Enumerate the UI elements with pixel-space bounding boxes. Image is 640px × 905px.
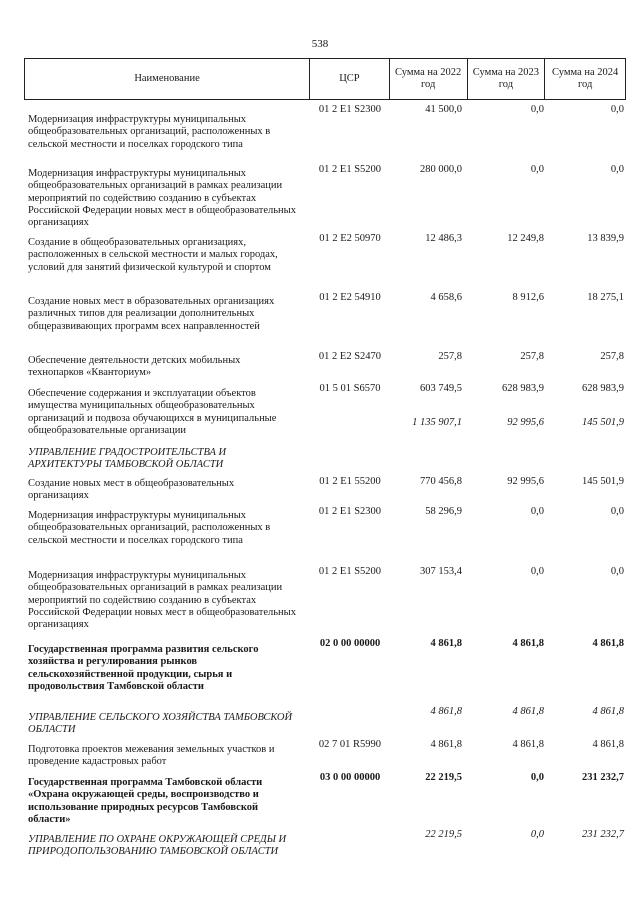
row-name: Государственная программа Тамбовской области «Охрана окружающей среды, воспроизводство и использование природных ресурсов Тамбовской области»: [28, 777, 263, 825]
row-csr: 01 2 E1 S2300: [318, 506, 382, 517]
row-csr: 01 2 E1 S5200: [318, 164, 382, 175]
row-name: Создание новых мест в образовательных организациях различных типов для реализации дополнительных общеразвивающих программ всех направленностей: [28, 296, 275, 332]
row-value-2024: 4 861,8: [592, 739, 624, 750]
row-value-2024: 0,0: [610, 164, 624, 175]
row-value-2022: 603 749,5: [420, 383, 462, 394]
row-value-2023: 257,8: [520, 351, 544, 362]
row-value-2022: 4 861,8: [430, 706, 462, 717]
header-2023: Сумма на 2023 год: [468, 59, 546, 99]
row-csr: 01 5 01 S6570: [319, 383, 381, 394]
header-csr: ЦСР: [310, 59, 390, 99]
row-value-2023: 0,0: [530, 772, 544, 783]
row-value-2023: 92 995,6: [507, 417, 544, 428]
row-name: Создание новых мест в общеобразовательных организациях: [28, 478, 235, 502]
row-csr: 02 0 00 00000: [319, 638, 381, 649]
row-csr: 01 2 E2 50970: [319, 233, 381, 244]
row-value-2024: 628 983,9: [582, 383, 624, 394]
row-value-2022: 41 500,0: [425, 104, 462, 115]
header-name: Наименование: [25, 59, 310, 99]
row-value-2024: 0,0: [610, 104, 624, 115]
row-csr: 01 2 E2 S2470: [318, 351, 382, 362]
row-value-2023: 12 249,8: [507, 233, 544, 244]
header-2024: Сумма на 2024 год: [552, 67, 619, 90]
row-value-2024: 145 501,9: [582, 417, 624, 428]
row-csr: 02 7 01 R5990: [318, 739, 382, 750]
row-value-2024: 18 275,1: [587, 292, 624, 303]
row-value-2023: 4 861,8: [512, 706, 544, 717]
row-value-2024: 231 232,7: [582, 829, 624, 840]
row-name: Модернизация инфраструктуры муниципальных общеобразовательных организаций, расположенных в сельской местности и поселках городского типа: [28, 510, 271, 546]
row-value-2024: 231 232,7: [582, 772, 624, 783]
row-value-2023: 0,0: [530, 506, 544, 517]
row-csr: 01 2 E1 S5200: [318, 566, 382, 577]
row-value-2022: 4 861,8: [430, 638, 462, 649]
row-value-2023: 0,0: [530, 566, 544, 577]
row-name: УПРАВЛЕНИЕ ПО ОХРАНЕ ОКРУЖАЮЩЕЙ СРЕДЫ И ПРИРОДОПОЛЬЗОВАНИЮ ТАМБОВСКОЙ ОБЛАСТИ: [28, 834, 287, 858]
row-csr: 01 2 E1 55200: [319, 476, 381, 487]
row-value-2022: 22 219,5: [425, 772, 462, 783]
row-value-2024: 13 839,9: [587, 233, 624, 244]
row-value-2023: 0,0: [530, 164, 544, 175]
header-2022: Сумма на 2022 год: [390, 59, 468, 99]
row-value-2023: 92 995,6: [507, 476, 544, 487]
row-name: Модернизация инфраструктуры муниципальных общеобразовательных организаций, расположенных в сельской местности и поселках городского типа: [28, 114, 271, 150]
row-csr: 03 0 00 00000: [319, 772, 381, 783]
row-value-2023: 4 861,8: [512, 638, 544, 649]
row-value-2022: 58 296,9: [425, 506, 462, 517]
row-name: Государственная программа развития сельского хозяйства и регулирования рынков сельскохозяйственной продукции, сырья и продовольствия Тамбовской области: [28, 644, 259, 692]
row-name: УПРАВЛЕНИЕ СЕЛЬСКОГО ХОЗЯЙСТВА ТАМБОВСКОЙ ОБЛАСТИ: [28, 712, 293, 736]
row-csr: 01 2 E2 54910: [319, 292, 381, 303]
row-value-2024: 4 861,8: [592, 638, 624, 649]
row-value-2022: 307 153,4: [420, 566, 462, 577]
row-value-2022: 4 861,8: [430, 739, 462, 750]
row-value-2023: 0,0: [530, 829, 544, 840]
row-value-2024: 145 501,9: [582, 476, 624, 487]
row-name: Обеспечение содержания и эксплуатации объектов имущества муниципальных общеобразовательных организаций и подвоза обучающихся в муниципальные общеобразовательные организации: [28, 388, 277, 436]
row-value-2023: 0,0: [530, 104, 544, 115]
row-value-2024: 4 861,8: [592, 706, 624, 717]
row-value-2023: 628 983,9: [502, 383, 544, 394]
table-header: [24, 58, 626, 100]
row-value-2023: 8 912,6: [512, 292, 544, 303]
page-number: 538: [311, 38, 329, 50]
row-name: Обеспечение деятельности детских мобильных технопарков «Кванториум»: [28, 355, 241, 379]
row-value-2024: 0,0: [610, 506, 624, 517]
row-name: Создание в общеобразовательных организациях, расположенных в сельской местности и малых городах, условий для занятий физической культурой и спортом: [28, 237, 278, 273]
row-value-2022: 770 456,8: [420, 476, 462, 487]
row-value-2023: 4 861,8: [512, 739, 544, 750]
row-name: Модернизация инфраструктуры муниципальных общеобразовательных организаций в рамках реализации мероприятий по содействию созданию в субъектах Российской Федерации новых мест в общеобразовательных организациях: [28, 168, 296, 229]
row-name: УПРАВЛЕНИЕ ГРАДОСТРОИТЕЛЬСТВА И АРХИТЕКТУРЫ ТАМБОВСКОЙ ОБЛАСТИ: [28, 447, 227, 471]
row-name: Подготовка проектов межевания земельных участков и проведение кадастровых работ: [28, 744, 275, 768]
row-value-2024: 257,8: [600, 351, 624, 362]
row-value-2024: 0,0: [610, 566, 624, 577]
row-value-2022: 12 486,3: [425, 233, 462, 244]
row-csr: 01 2 E1 S2300: [318, 104, 382, 115]
row-value-2022: 4 658,6: [430, 292, 462, 303]
row-value-2022: 257,8: [438, 351, 462, 362]
row-name: Модернизация инфраструктуры муниципальных общеобразовательных организаций в рамках реализации мероприятий по содействию созданию в субъектах Российской Федерации новых мест в общеобразовательных организациях: [28, 570, 296, 631]
row-value-2022: 1 135 907,1: [412, 417, 462, 428]
row-value-2022: 22 219,5: [425, 829, 462, 840]
row-value-2022: 280 000,0: [420, 164, 462, 175]
